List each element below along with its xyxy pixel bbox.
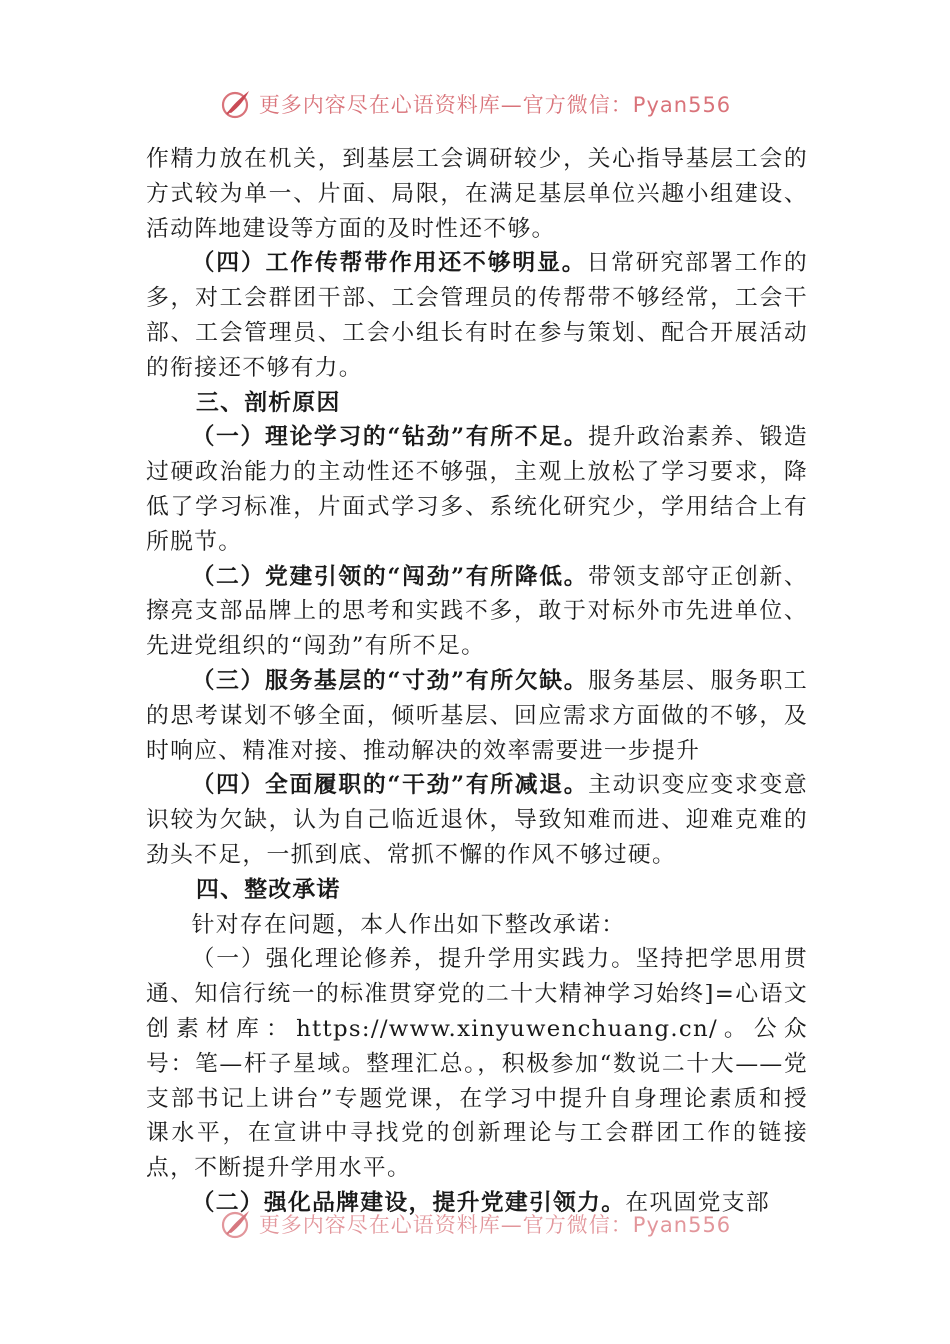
paragraph [146,768,808,872]
paragraph [146,664,808,768]
paragraph-heading: （一）理论学习的“钻劲”有所不足。 [191,424,589,451]
paragraph: 作精力放在机关，到基层工会调研较少，关心指导基层工会的方式较为单一、片面、局限，在满足基层单位兴趣小组建设、活动阵地建设等方面的及时性还不够。 [146,146,808,242]
paragraph-heading: （二）党建引领的“闯劲”有所降低。 [191,563,589,590]
watermark-text: 更多内容尽在心语资料库—官方微信：Pyan556 [258,1213,732,1237]
paragraph-text: 带领支部守正创新、擦亮支部品牌上的思考和实践不多，敢于对标外市先进单位、先进党组织的“闯劲”有所不足。 [146,563,808,660]
paragraph: 针对存在问题，本人作出如下整改承诺： [191,911,626,938]
section-heading: 四、整改承诺 [196,876,341,903]
header-watermark [0,86,950,122]
paragraph-text: 在巩固党支部 [625,1189,770,1216]
paragraph: （一）强化理论修养，提升学用实践力。坚持把学思用贯通、知信行统一的标准贯穿党的二十大精神学习始终]=心语文创素材库：https://www.xinyuwenchuang.cn/。公众号：笔—杆子星域。整理汇总。，积极参加“数说二十大——党支部书记上讲台”专题党课，在学习中提升自身理论素质和授课水平，在宣讲中寻找党的创新理论与工会群团工作的链接点，不断提升学用水平。 [146,946,808,1182]
watermark-text: 更多内容尽在心语资料库—官方微信：Pyan556 [258,93,732,117]
paragraph-heading: （二）强化品牌建设，提升党建引领力。 [191,1189,626,1216]
document-body [146,142,808,1221]
paragraph-text: 服务基层、服务职工的思考谋划不够全面，倾听基层、回应需求方面做的不够，及时响应、精准对接、推动解决的效率需要进一步提升 [146,667,808,764]
paragraph-text: 主动识变应变求变意识较为欠缺，认为自己临近退休，导致知难而进、迎难克难的劲头不足，一抓到底、常抓不懈的作风不够过硬。 [146,772,808,868]
section-heading: 三、剖析原因 [196,389,341,416]
paragraph [146,420,808,559]
paragraph-text: 日常研究部署工作的多，对工会群团干部、工会管理员的传帮带不够经常，工会干部、工会管理员、工会小组长有时在参与策划、配合开展活动的衔接还不够有力。 [146,250,808,381]
paragraph-heading: （三）服务基层的“寸劲”有所欠缺。 [191,667,589,694]
paragraph [146,246,808,385]
footer-watermark [0,1206,950,1242]
paragraph-heading: （四）全面履职的“干劲”有所减退。 [191,772,589,799]
paragraph-text: 提升政治素养、锻造过硬政治能力的主动性还不够强，主观上放松了学习要求，降低了学习标准，片面式学习多、系统化研究少，学用结合上有所脱节。 [146,424,808,555]
paragraph [146,560,808,664]
paragraph-heading: （四）工作传帮带作用还不够明显。 [191,250,587,277]
quill-seal-icon [219,1207,253,1241]
quill-seal-icon [219,87,253,121]
